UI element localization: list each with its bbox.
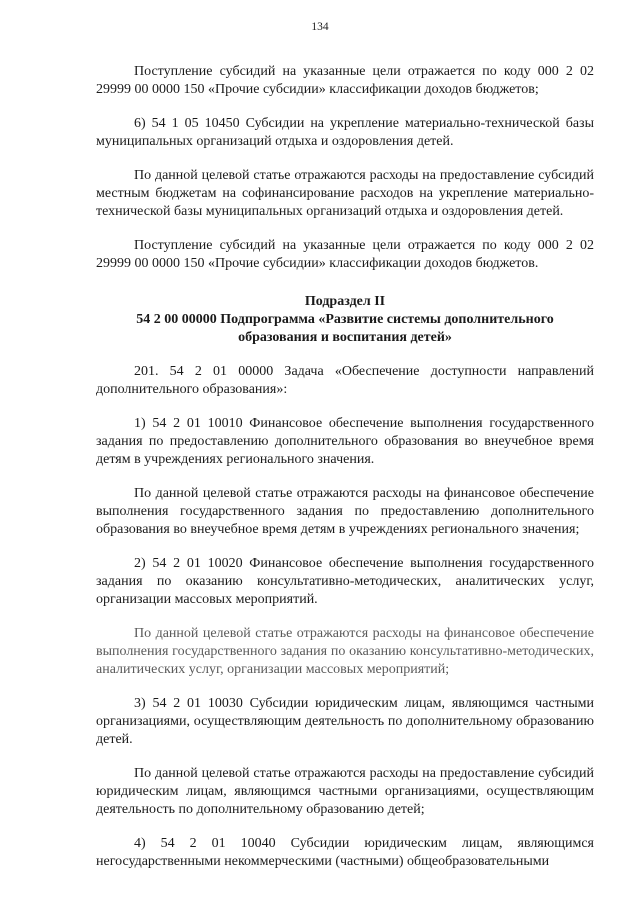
paragraph: Поступление субсидий на указанные цели отражается по коду 000 2 02 29999 00 0000 150 «Прочие субсидии» классификации доходов бюджетов; <box>96 64 594 97</box>
paragraph: По данной целевой статье отражаются расходы на предоставление субсидий юридическим лицам, являющимся частными организациями, осуществляющим деятельность по дополнительному образованию детей; <box>96 766 594 817</box>
paragraph: 2) 54 2 01 10020 Финансовое обеспечение выполнения государственного задания по оказанию консультативно-методических, аналитических услуг, организации массовых мероприятий. <box>96 556 594 607</box>
page-number: 134 <box>311 21 329 33</box>
paragraph: 201. 54 2 01 00000 Задача «Обеспечение доступности направлений дополнительного образования»: <box>96 364 594 397</box>
paragraph: По данной целевой статье отражаются расходы на предоставление субсидий местным бюджетам на софинансирование расходов на укрепление материально-технической базы муниципальных организаций отдыха и оздоровления детей. <box>96 168 594 219</box>
section-heading-line: 54 2 00 00000 Подпрограмма «Развитие системы дополнительного <box>136 312 554 327</box>
paragraph: 3) 54 2 01 10030 Субсидии юридическим лицам, являющимся частными организациями, осуществляющим деятельность по дополнительному образованию детей. <box>96 696 594 747</box>
paragraph: По данной целевой статье отражаются расходы на финансовое обеспечение выполнения государственного задания по предоставлению дополнительного образования во внеучебное время детям в учреждениях регионального значения; <box>96 486 594 537</box>
paragraph: 1) 54 2 01 10010 Финансовое обеспечение выполнения государственного задания по предоставлению дополнительного образования во внеучебное время детям в учреждениях регионального значения. <box>96 416 594 467</box>
paragraph: 6) 54 1 05 10450 Субсидии на укрепление материально-технической базы муниципальных организаций отдыха и оздоровления детей. <box>96 116 594 149</box>
paragraph: 4) 54 2 01 10040 Субсидии юридическим лицам, являющимся негосударственными некоммерческими (частными) общеобразовательными <box>96 836 594 869</box>
paragraph: Поступление субсидий на указанные цели отражается по коду 000 2 02 29999 00 0000 150 «Прочие субсидии» классификации доходов бюджетов. <box>96 238 594 271</box>
section-heading <box>96 293 594 347</box>
paragraph: По данной целевой статье отражаются расходы на финансовое обеспечение выполнения государственного задания по оказанию консультативно-методических, аналитических услуг, организации массовых мероприятий; <box>96 626 594 677</box>
section-heading-line: Подраздел II <box>304 294 386 309</box>
document-body <box>96 63 594 887</box>
section-heading-line: образования и воспитания детей» <box>238 330 452 345</box>
